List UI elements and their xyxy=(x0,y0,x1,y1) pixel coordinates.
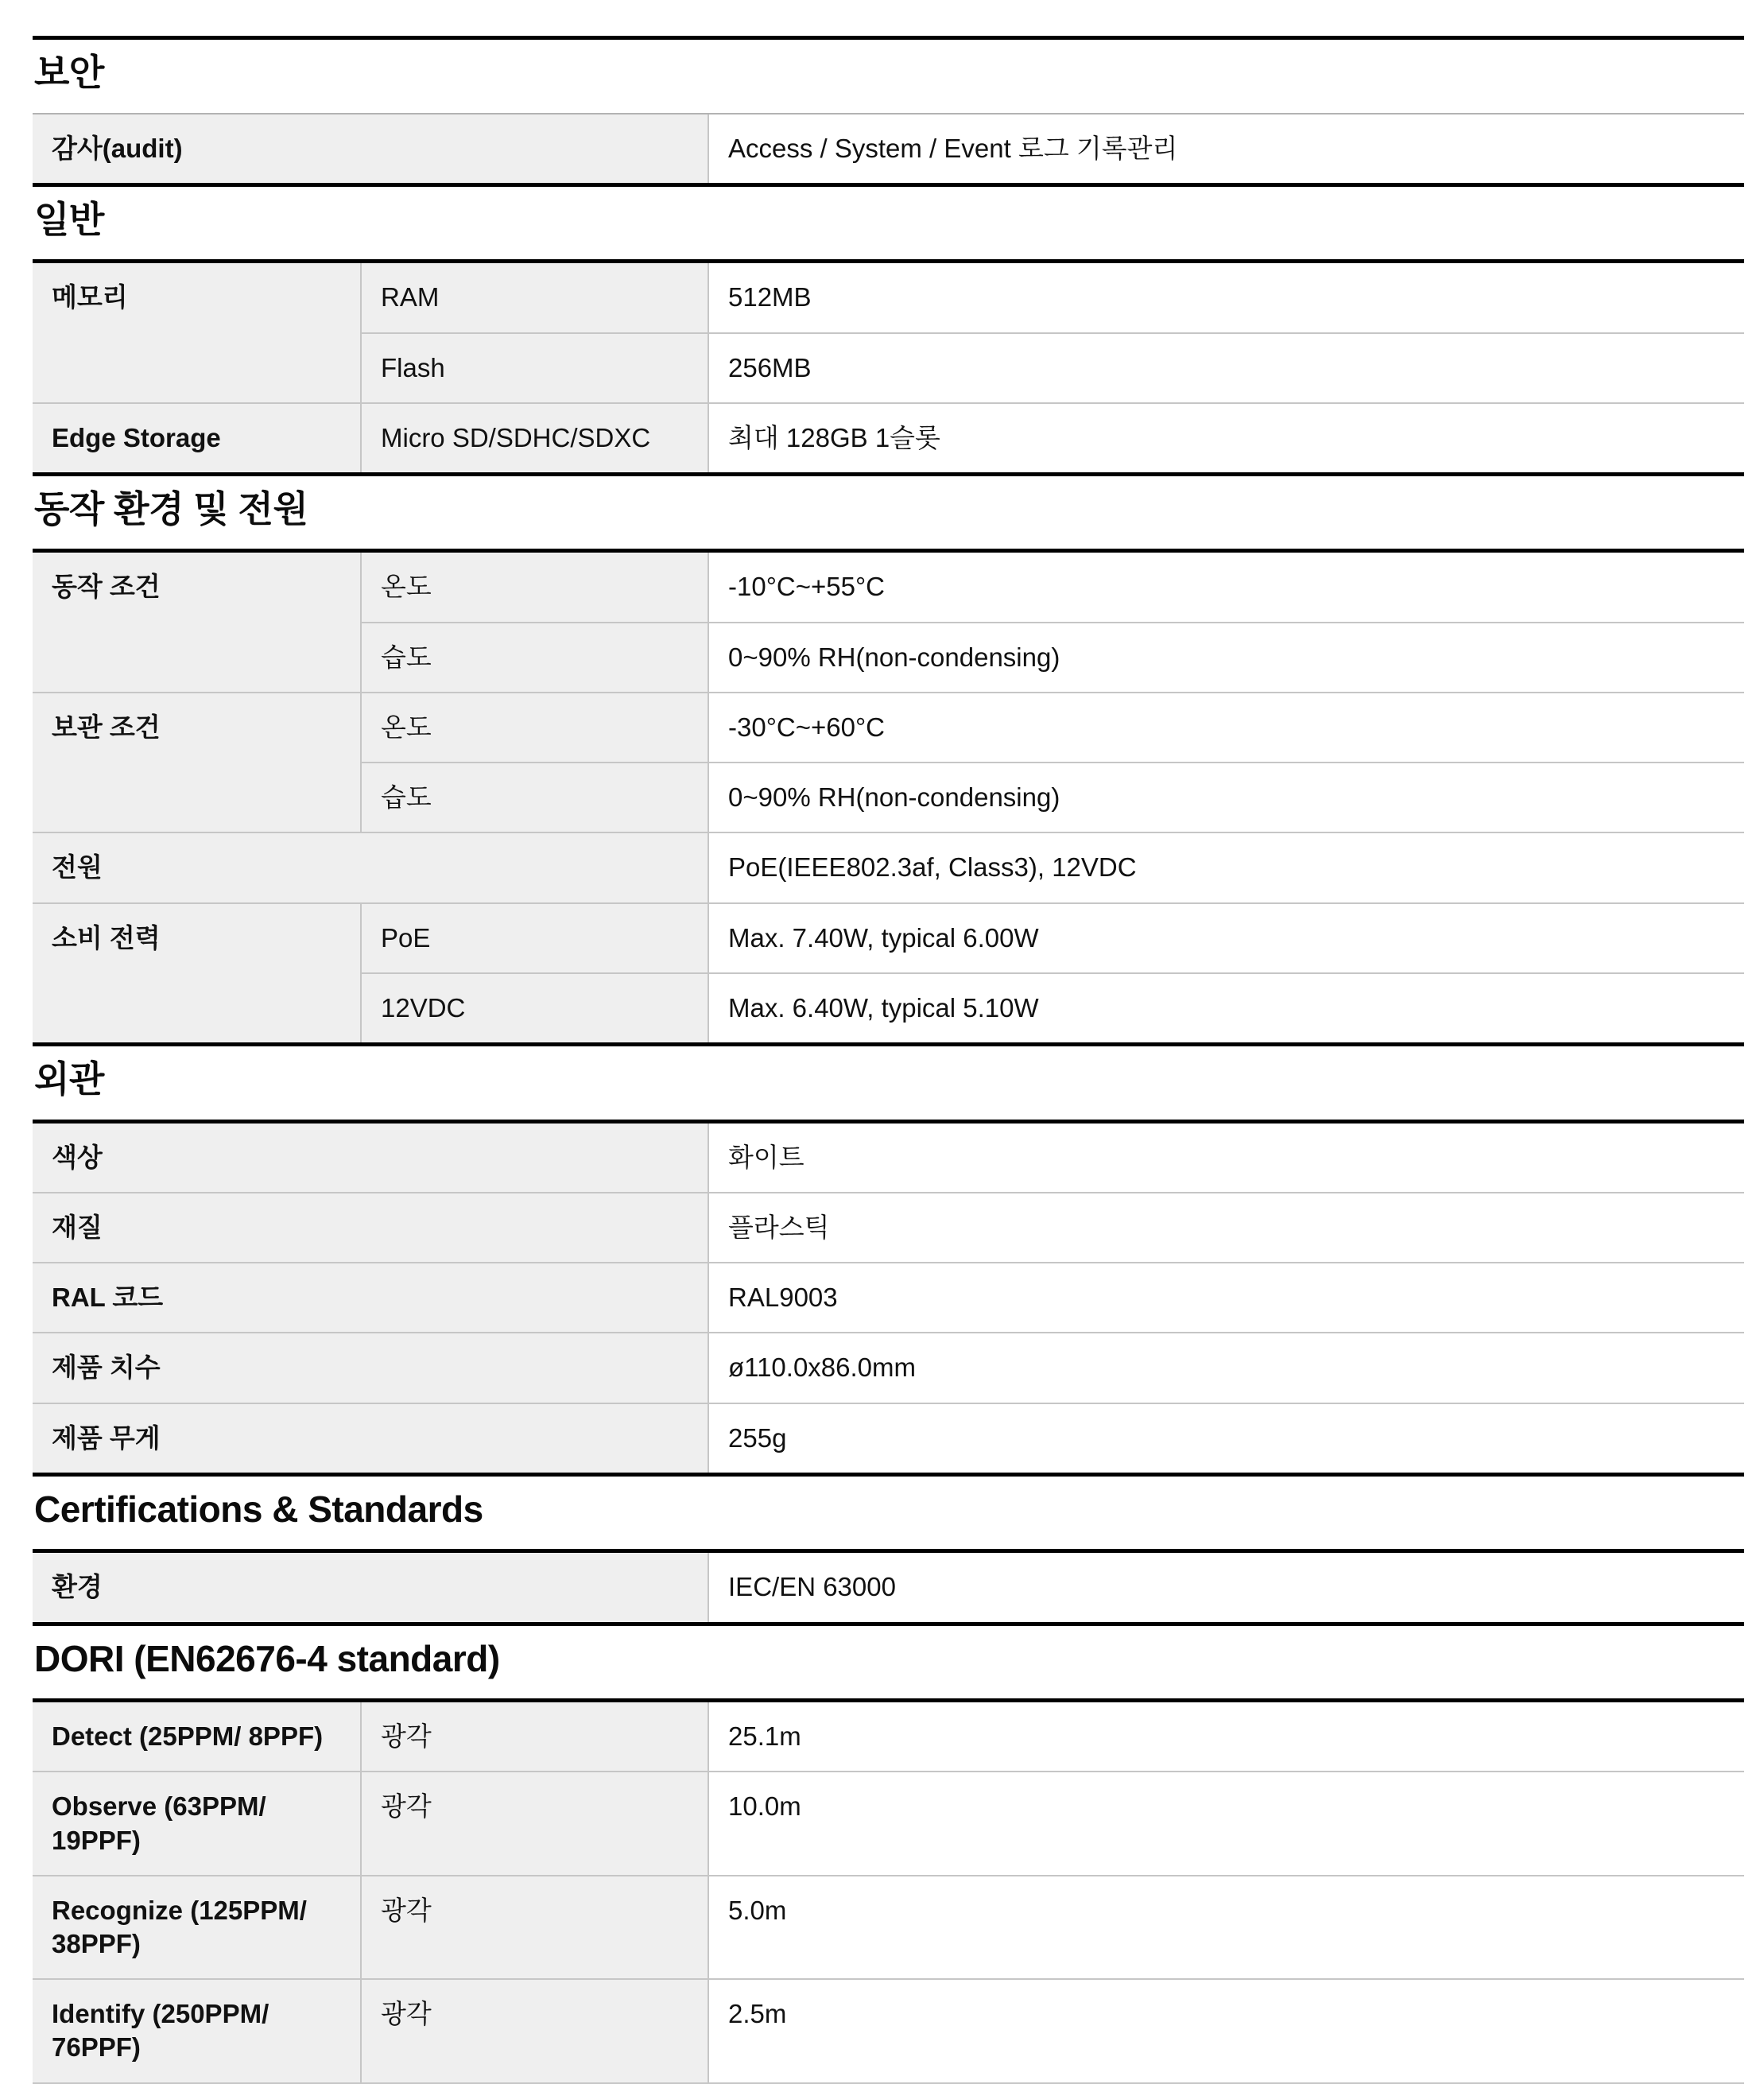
row-sublabel: 습도 xyxy=(360,622,708,692)
section-appearance xyxy=(33,1059,1744,1477)
row-value: 2.5m xyxy=(708,1978,1744,2082)
spec-table-general xyxy=(33,259,1744,476)
section-title: DORI (EN62676-4 standard) xyxy=(34,1637,500,1679)
row-label: 메모리 xyxy=(33,263,360,402)
row-value: ø110.0x86.0mm xyxy=(708,1332,1744,1402)
row-value: PoE(IEEE802.3af, Class3), 12VDC xyxy=(708,832,1744,902)
row-label: Edge Storage xyxy=(33,402,360,472)
table-row xyxy=(33,1192,1744,1262)
row-label: 보관 조건 xyxy=(33,692,360,832)
section-title: 보안 xyxy=(34,52,104,93)
section-security xyxy=(33,52,1744,187)
row-label: 감사(audit) xyxy=(33,114,708,183)
row-sublabel: 온도 xyxy=(360,692,708,762)
table-row xyxy=(33,1875,1744,1978)
section-general xyxy=(33,200,1744,476)
row-sublabel: Micro SD/SDHC/SDXC xyxy=(360,402,708,472)
row-value: Max. 7.40W, typical 6.00W xyxy=(708,902,1744,972)
row-value: 512MB xyxy=(708,263,1744,332)
row-label: Identify (250PPM/ 76PPF) xyxy=(33,1978,360,2082)
row-value: 화이트 xyxy=(708,1123,1744,1192)
row-label: 동작 조건 xyxy=(33,553,360,691)
table-row xyxy=(33,553,1744,621)
row-value: IEC/EN 63000 xyxy=(708,1553,1744,1621)
section-certifications xyxy=(33,1489,1744,1626)
table-row xyxy=(33,902,1744,972)
row-label: Detect (25PPM/ 8PPF) xyxy=(33,1702,360,1771)
table-row xyxy=(33,1332,1744,1402)
section-dori xyxy=(33,1639,1744,2084)
table-row xyxy=(33,692,1744,762)
top-divider-rule xyxy=(33,36,1744,40)
row-sublabel: Flash xyxy=(360,332,708,402)
row-value: 255g xyxy=(708,1403,1744,1473)
row-value: -30°C~+60°C xyxy=(708,692,1744,762)
spec-table-appearance xyxy=(33,1120,1744,1477)
table-row xyxy=(33,402,1744,472)
row-sublabel: 온도 xyxy=(360,553,708,621)
section-title: 일반 xyxy=(34,198,104,240)
section-title: Certifications & Standards xyxy=(34,1488,483,1530)
table-row xyxy=(33,1262,1744,1332)
row-value: 25.1m xyxy=(708,1702,1744,1771)
table-row xyxy=(33,1978,1744,2082)
table-row xyxy=(33,1403,1744,1473)
row-label: 전원 xyxy=(33,832,708,902)
row-sublabel: 습도 xyxy=(360,762,708,832)
row-value: 0~90% RH(non-condensing) xyxy=(708,622,1744,692)
row-value: 256MB xyxy=(708,332,1744,402)
row-value: 플라스틱 xyxy=(708,1192,1744,1262)
row-label: Recognize (125PPM/ 38PPF) xyxy=(33,1875,360,1978)
row-label: 소비 전력 xyxy=(33,902,360,1042)
row-label: 색상 xyxy=(33,1123,708,1192)
spec-table-operating xyxy=(33,549,1744,1046)
table-row xyxy=(33,1702,1744,1771)
row-value: 10.0m xyxy=(708,1771,1744,1874)
table-row xyxy=(33,263,1744,332)
row-sublabel: PoE xyxy=(360,902,708,972)
row-label: Observe (63PPM/ 19PPF) xyxy=(33,1771,360,1874)
section-title: 동작 환경 및 전원 xyxy=(34,487,308,530)
row-sublabel: 광각 xyxy=(360,1978,708,2082)
section-title: 외관 xyxy=(34,1058,104,1100)
row-sublabel: 광각 xyxy=(360,1771,708,1874)
row-label: 환경 xyxy=(33,1553,708,1621)
row-value: -10°C~+55°C xyxy=(708,553,1744,621)
row-value: RAL9003 xyxy=(708,1262,1744,1332)
spec-table-security xyxy=(33,113,1744,187)
row-value: Max. 6.40W, typical 5.10W xyxy=(708,972,1744,1042)
row-sublabel: 12VDC xyxy=(360,972,708,1042)
row-value: 최대 128GB 1슬롯 xyxy=(708,402,1744,472)
spec-sheet xyxy=(33,36,1744,2084)
spec-table-certifications xyxy=(33,1549,1744,1625)
row-label: 제품 치수 xyxy=(33,1332,708,1402)
row-label: 재질 xyxy=(33,1192,708,1262)
table-row xyxy=(33,1771,1744,1874)
table-row xyxy=(33,1123,1744,1192)
table-row xyxy=(33,832,1744,902)
table-row xyxy=(33,1553,1744,1621)
row-sublabel: RAM xyxy=(360,263,708,332)
row-label: RAL 코드 xyxy=(33,1262,708,1332)
spec-table-dori xyxy=(33,1698,1744,2084)
table-row xyxy=(33,114,1744,183)
row-value: 0~90% RH(non-condensing) xyxy=(708,762,1744,832)
row-sublabel: 광각 xyxy=(360,1702,708,1771)
row-label: 제품 무게 xyxy=(33,1403,708,1473)
row-sublabel: 광각 xyxy=(360,1875,708,1978)
row-value: Access / System / Event 로그 기록관리 xyxy=(708,114,1744,183)
section-operating-environment-power xyxy=(33,489,1744,1046)
row-value: 5.0m xyxy=(708,1875,1744,1978)
